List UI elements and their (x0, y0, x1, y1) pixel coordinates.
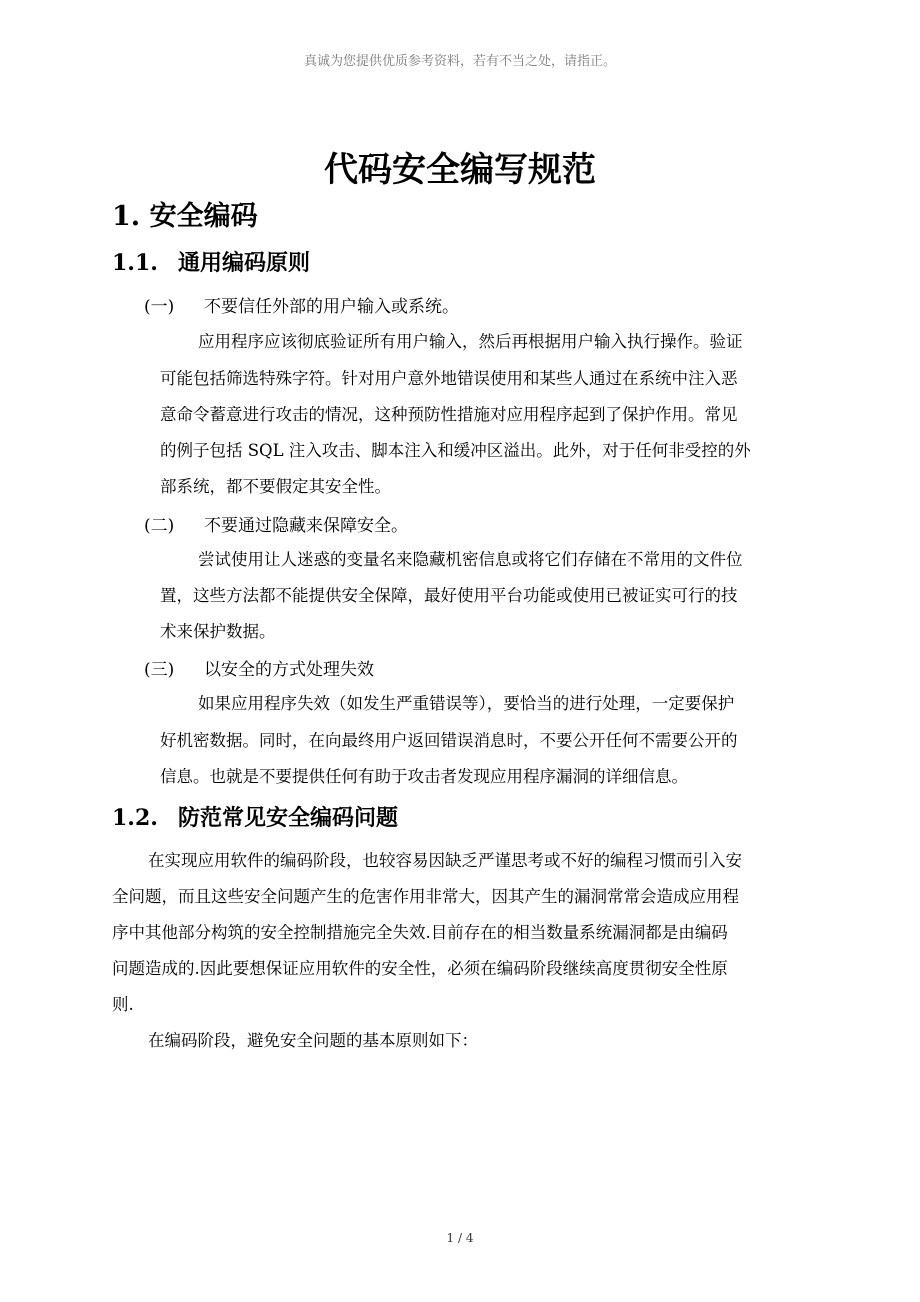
paragraph-line: 全问题，而且这些安全问题产生的危害作用非常大，因其产生的漏洞常常会造成应用程 (112, 887, 739, 906)
item-marker: (三) (144, 660, 175, 680)
principle-item-2-title (144, 511, 408, 536)
section-title: 通用编码原则 (178, 250, 311, 276)
section-number: 1.2. (112, 805, 158, 831)
item-marker: (一) (144, 297, 175, 317)
body-line: 置，这些方法都不能提供安全保障，最好使用平台功能或使用已被证实可行的技 (160, 586, 738, 605)
item-marker: (二) (144, 516, 175, 536)
body-line: 如果应用程序失效（如发生严重错误等），要恰当的进行处理，一定要保护 (198, 694, 735, 713)
item-title: 不要信任外部的用户输入或系统。 (204, 297, 459, 317)
paragraph-line: 序中其他部分构筑的安全控制措施完全失效.目前存在的相当数量系统漏洞都是由编码 (112, 923, 728, 942)
item-title: 以安全的方式处理失效 (204, 660, 374, 680)
body-line: 尝试使用让人迷惑的变量名来隐藏机密信息或将它们存储在不常用的文件位 (198, 550, 743, 569)
section-heading-1-1 (112, 246, 310, 277)
document-title: 代码安全编写规范 (324, 150, 596, 190)
principle-item-1-title (144, 292, 459, 317)
body-line: 的例子包括 SQL 注入攻击、脚本注入和缓冲区溢出。此外，对于任何非受控的外 (160, 441, 751, 460)
body-line: 应用程序应该彻底验证所有用户输入，然后再根据用户输入执行操作。验证 (198, 332, 743, 351)
body-line: 好机密数据。同时，在向最终用户返回错误消息时，不要公开任何不需要公开的 (160, 731, 738, 750)
body-line: 部系统，都不要假定其安全性。 (160, 477, 391, 496)
page-number: 1 / 4 (446, 1231, 474, 1245)
item-title: 不要通过隐藏来保障安全。 (204, 516, 408, 536)
paragraph-line: 问题造成的.因此要想保证应用软件的安全性，必须在编码阶段继续高度贯彻安全性原 (112, 959, 728, 978)
section-title: 防范常见安全编码问题 (178, 805, 399, 831)
header-note: 真诚为您提供优质参考资料，若有不当之处，请指正。 (303, 54, 616, 69)
body-line: 意命令蓄意进行攻击的情况，这种预防性措施对应用程序起到了保护作用。常见 (160, 405, 738, 424)
body-line: 术来保护数据。 (160, 622, 276, 641)
body-line: 信息。也就是不要提供任何有助于攻击者发现应用程序漏洞的详细信息。 (160, 767, 688, 786)
paragraph-line: 在实现应用软件的编码阶段，也较容易因缺乏严谨思考或不好的编程习惯而引入安 (148, 851, 742, 870)
closing-line: 在编码阶段，避免安全问题的基本原则如下： (148, 1031, 478, 1050)
section-heading-1: 1. 安全编码 (112, 201, 258, 232)
section-heading-1-2 (112, 801, 398, 832)
body-line: 可能包括筛选特殊字符。针对用户意外地错误使用和某些人通过在系统中注入恶 (160, 369, 738, 388)
principle-item-3-title (144, 655, 374, 680)
paragraph-line: 则. (112, 995, 134, 1014)
section-number: 1.1. (112, 250, 158, 276)
